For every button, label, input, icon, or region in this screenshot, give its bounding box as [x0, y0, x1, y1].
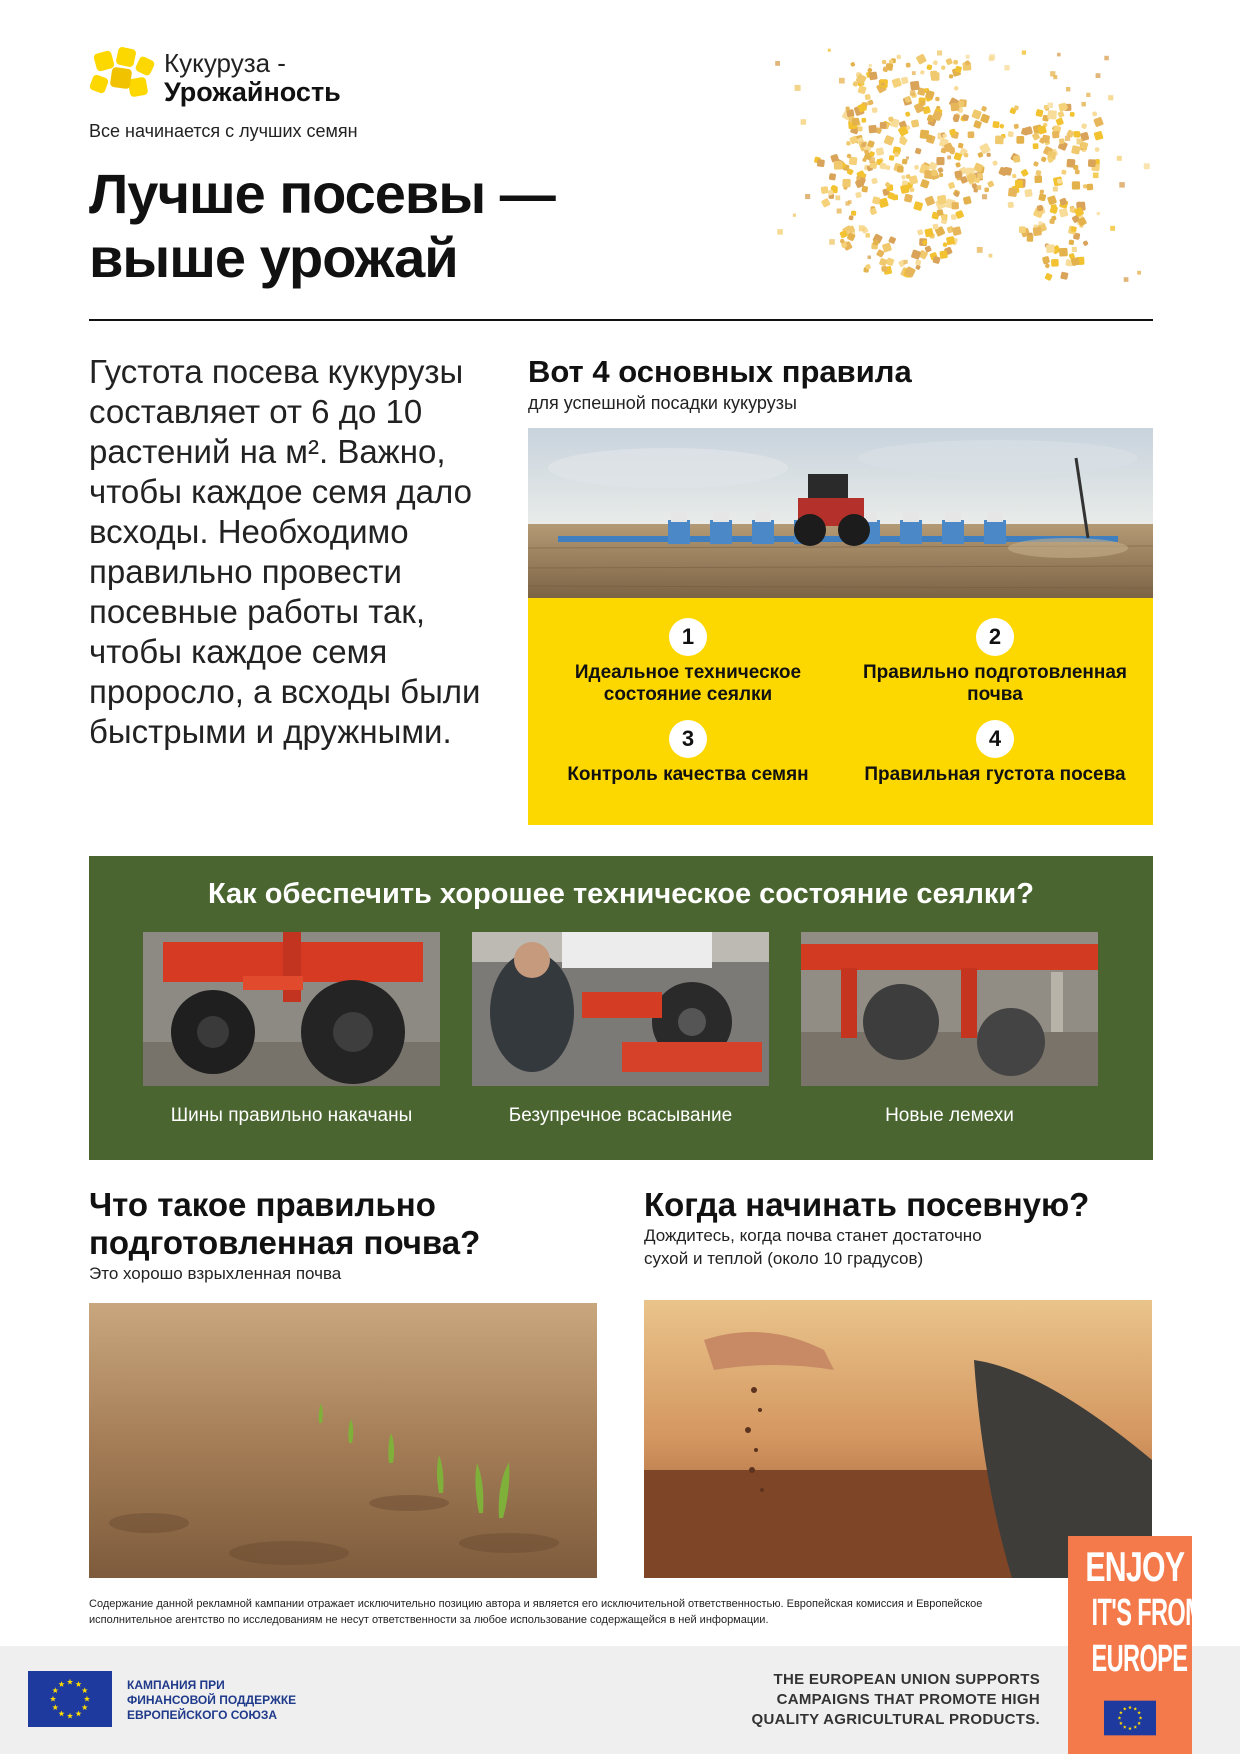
eu-slogan-line2: CAMPAIGNS THAT PROMOTE HIGH	[776, 1691, 1040, 1708]
page-headline	[89, 162, 555, 290]
rules-panel	[528, 598, 1153, 825]
brand-tagline: Все начинается с лучших семян	[89, 121, 358, 141]
suction-photo	[472, 932, 769, 1086]
eu-slogan-line3: QUALITY AGRICULTURAL PRODUCTS.	[751, 1711, 1040, 1728]
planter-photo	[528, 428, 1153, 598]
tire-photo	[143, 932, 440, 1086]
timing-title-text: Когда начинать посевную?	[644, 1186, 1090, 1223]
brand-name-line1: Кукуруза -	[164, 48, 286, 78]
legal-disclaimer: Содержание данной рекламной кампании отражает исключительно позицию автора и является его исключительной ответственностью. Европейская комиссия и Европейское исполнительное агентство по исследованиям не несут ответственности за любое использование содержащейся в ней информации.	[89, 1598, 983, 1626]
sprouts-photo	[89, 1303, 597, 1578]
rules-title: Вот 4 основных правила	[528, 354, 912, 389]
headline-line1: Лучше посевы —	[89, 162, 555, 225]
timing-subtitle-line2: сухой и теплой (около 10 градусов)	[644, 1249, 924, 1268]
brand-name-line2: Урожайность	[164, 77, 341, 107]
seeder-section	[89, 856, 1153, 1160]
soil-subtitle: Это хорошо взрыхленная почва	[89, 1264, 342, 1283]
headline-line2: выше урожай	[89, 226, 458, 289]
rule-item	[850, 720, 1140, 786]
eu-flag-icon	[28, 1671, 112, 1727]
enjoy-line3: EUROPE	[1091, 1638, 1188, 1680]
rule-text: Правильная густота посева	[864, 764, 1126, 785]
header-divider	[89, 319, 1153, 321]
enjoy-line1: ENJOY	[1085, 1543, 1185, 1590]
tire-caption: Шины правильно накачаны	[170, 1105, 413, 1126]
timing-subtitle	[644, 1224, 982, 1270]
rules-subtitle: для успешной посадки кукурузы	[528, 393, 797, 413]
timing-subtitle-line1: Дождитесь, когда почва станет достаточно	[644, 1226, 982, 1245]
eu-slogan	[700, 1670, 1040, 1730]
rule-text: Контроль качества семян	[567, 764, 809, 785]
soil-title	[89, 1186, 480, 1262]
tractor-mosaic-illustration	[775, 44, 1155, 284]
eu-campaign-line1: КАМПАНИЯ ПРИ	[127, 1678, 225, 1692]
timing-title	[644, 1186, 1089, 1224]
rule-item	[543, 720, 833, 786]
rule-number-badge: 4	[976, 720, 1014, 758]
rule-text: Правильно подготовленная почва	[862, 662, 1128, 705]
rule-number-badge: 3	[669, 720, 707, 758]
soil-title-line1: Что такое правильно	[89, 1186, 436, 1223]
eu-campaign-line2: ФИНАНСОВОЙ ПОДДЕРЖКЕ	[127, 1693, 297, 1707]
footer-bar	[0, 1646, 1240, 1754]
eu-campaign-line3: ЕВРОПЕЙСКОГО СОЮЗА	[127, 1708, 277, 1722]
rule-number-badge: 1	[669, 618, 707, 656]
coulter-caption: Новые лемехи	[885, 1105, 1014, 1126]
eu-campaign-label	[127, 1678, 296, 1723]
soil-title-line2: подготовленная почва?	[89, 1224, 481, 1261]
enjoy-line2: IT'S FROM	[1091, 1592, 1205, 1634]
rule-item	[543, 618, 833, 706]
brand-logo-icon	[89, 46, 159, 102]
rule-item	[850, 618, 1140, 706]
suction-caption: Безупречное всасывание	[508, 1105, 733, 1126]
rule-number-badge: 2	[976, 618, 1014, 656]
rule-text: Идеальное техническое состояние сеялки	[574, 662, 802, 705]
seeder-section-title: Как обеспечить хорошее техническое состояние сеялки?	[208, 878, 1034, 910]
enjoy-europe-badge	[1068, 1536, 1205, 1754]
eu-flag-small-icon	[1104, 1700, 1156, 1736]
intro-paragraph: Густота посева кукурузы составляет от 6 до 10 растений на м². Важно, чтобы каждое семя дало всходы. Необходимо правильно провести посевные работы так, чтобы каждое семя проросло, а всходы были быстрыми и дружными.	[89, 353, 481, 750]
coulter-photo	[801, 932, 1098, 1086]
eu-slogan-line1: THE EUROPEAN UNION SUPPORTS	[773, 1671, 1040, 1688]
